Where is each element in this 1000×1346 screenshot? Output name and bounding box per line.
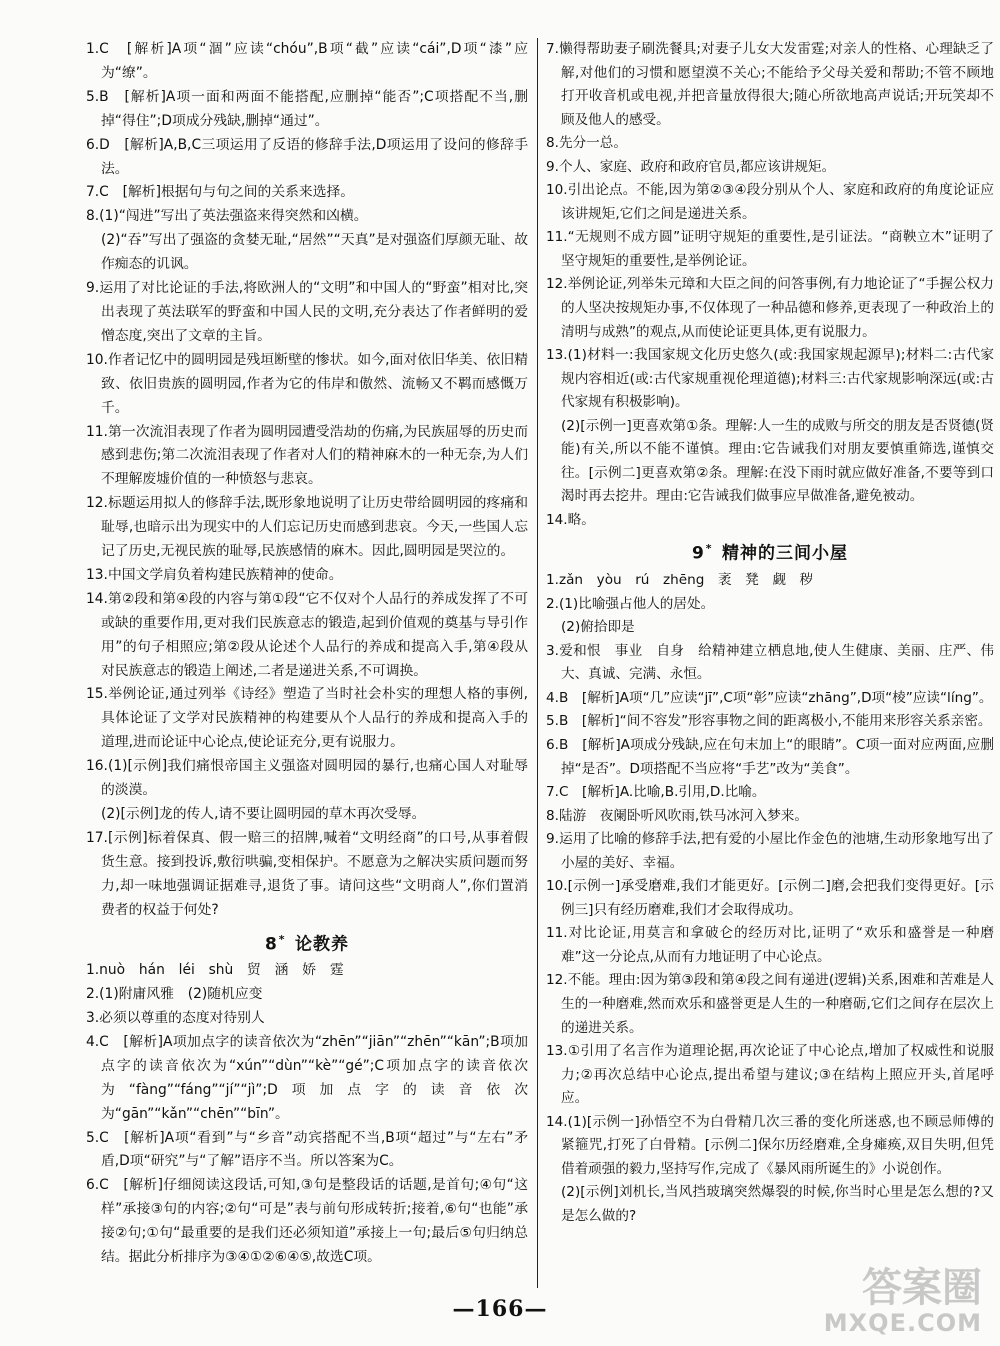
answer-item: 8.陆游 夜阑卧听风吹雨,铁马冰河入梦来。: [546, 807, 808, 824]
answer-item: 6.D [解析]A,B,C三项运用了反语的修辞手法,D项运用了设问的修辞手法。: [86, 136, 528, 177]
answer-item: 1.nuò hán léi shù 贸 涵 娇 霆: [86, 962, 344, 979]
answer-item: 8.先分一总。: [546, 135, 627, 152]
answer-subitem: (2)“吞”写出了强盗的贪婪无耻,“居然”“天真”是对强盗们厚颜无耻、故作痴态的讥讽。: [101, 232, 528, 273]
answer-item: 15.举例论证,通过列举《诗经》塑造了当时社会朴实的理想人格的事例,具体论证了文学对民族精神的构建要从个人品行的养成和提高入手的道理,进而论证中心论点,使论证充分,更有说服力。: [86, 686, 528, 751]
answer-item: 14.第②段和第④段的内容与第①段“它不仅对个人品行的养成发挥了不可或缺的重要作用,更对我们民族意志的锻造,起到价值观的奠基与导引作用”的句子相照应;第②段从论述个人品行的养成和提高入手,第④段从对民族意志的锻造上阐述,二者是递进关系,不可调换。: [86, 590, 528, 679]
answer-item: 6.B [解析]A项成分残缺,应在句末加上“的眼睛”。C项一面对应两面,应删掉“是否”。D项搭配不当应将“手艺”改为“美食”。: [546, 736, 994, 777]
answer-item: 12.标题运用拟人的修辞手法,既形象地说明了让历史带给圆明园的疼痛和耻辱,也暗示出为现实中的人们忘记历史而感到悲哀。今天,一些国人忘记了历史,无视民族的耻辱,民族感情的麻木。因此,圆明园是哭泣的。: [86, 495, 528, 560]
answer-item: 9.运用了对比论证的手法,将欧洲人的“文明”和中国人的“野蛮”相对比,突出表现了英法联军的野蛮和中国人民的文明,充分表达了作者鲜明的爱憎态度,突出了文章的主旨。: [86, 280, 528, 344]
section-title-text: 论教养: [295, 934, 350, 955]
answer-item: 6.C [解析]仔细阅读这段话,可知,③句是整段话的话题,是首句;④句“这样”承接③句的内容;②句“可是”表与前句形成转折;接着,⑥句“也能”承接②句;①句“最重要的是我们还必须知道”承接上一句;最后⑤句归纳总结。据此分析排序为③④①②⑥④⑤,故选C项。: [86, 1177, 528, 1266]
answer-item: 12.举例论证,列举朱元璋和大臣之间的问答事例,有力地论证了“手握公权力的人坚决按规矩办事,不仅体现了一种品德和修养,更表现了一种政治上的清明与成熟”的观点,从而使论证更具体,更有说服力。: [546, 276, 994, 340]
answer-item: 1.C [解析]A项“涸”应读“chóu”,B项“截”应读“cái”,D项“漆”应为“缭”。: [86, 41, 528, 81]
answer-item: 9.个人、家庭、政府和政府官员,都应该讲规矩。: [546, 158, 836, 175]
right-column: [546, 38, 994, 1284]
answer-item: 12.不能。理由:因为第③段和第④段之间有递进(逻辑)关系,困难和苦难是人生的一种磨难,然而欢乐和盛誉更是人生的一种磨砺,它们之间存在层次上的递进关系。: [546, 972, 994, 1036]
answer-item: 8.(1)“闯进”写出了英法强盗来得突然和凶横。: [86, 208, 368, 225]
answer-item: 14.略。: [546, 511, 595, 528]
watermark-text: 答案圈: [862, 1265, 982, 1311]
answer-subitem: (2)俯拾即是: [561, 619, 635, 636]
answer-item: 17.[示例]标着保真、假一赔三的招牌,喊着“文明经商”的口号,从事着假货生意。接到投诉,敷衍哄骗,变相保护。不愿意为之解决实质问题而努力,却一味地强调证据难寻,退货了事。请问这些“文明商人”,你们置消费者的权益于何处?: [86, 829, 528, 918]
answer-item: 13.(1)材料一:我国家规文化历史悠久(或:我国家规起源早);材料二:古代家规内容相近(或:古代家规重视伦理道德);材料三:古代家规影响深远(或:古代家规有积极影响)。: [546, 347, 994, 411]
answer-subitem: (2)[示例]刘机长,当风挡玻璃突然爆裂的时候,你当时心里是怎么想的?又是怎么做的?: [561, 1184, 994, 1224]
section-number: 8: [264, 934, 278, 955]
section-mark: *: [705, 542, 713, 556]
answer-item: 9.运用了比喻的修辞手法,把有爱的小屋比作金色的池塘,生动形象地写出了小屋的美好、幸福。: [546, 831, 994, 871]
answer-item: 16.(1)[示例]我们痛恨帝国主义强盗对圆明园的暴行,也痛心国人对耻辱的淡漠。: [86, 758, 528, 799]
answer-item: 7.懒得帮助妻子刷洗餐具;对妻子儿女大发雷霆;对亲人的性格、心理缺乏了解,对他们的习惯和愿望漠不关心;不能给予父母关爱和帮助;不管不顾地打开收音机或电视,并把音量放得很大;随心所欲地高声说话;开玩笑却不顾及他人的感受。: [546, 41, 994, 128]
answer-item: 11.第一次流泪表现了作者为圆明园遭受浩劫的伤痛,为民族屈辱的历史而感到悲伤;第二次流泪表现了作者对人们的精神麻木的一种无奈,为人们不理解废墟价值的一种愤怒与悲哀。: [86, 423, 528, 488]
answer-subitem: (2)[示例一]更喜欢第①条。理解:人一生的成败与所交的朋友是否贤德(贤能)有关,所以不能不谨慎。理由:它告诫我们对朋友要慎重筛选,谨慎交往。[示例二]更喜欢第②条。理解:在没下雨时就应做好准备,不要等到口渴时再去挖井。理由:它告诫我们做事应早做准备,避免被动。: [561, 417, 994, 505]
left-column: [86, 38, 528, 1284]
answer-item: 4.C [解析]A项加点字的读音依次为“zhēn”“jiān”“zhēn”“kān”;B项加点字的读音依次为“xún”“dùn”“kè”“gé”;C项加点字的读音依次为“fàng”“fáng”“jí”“jì”;D项加点字的读音依次为“gān”“kǎn”“chēn”“bīn”。: [86, 1033, 528, 1122]
answer-item: 7.C [解析]根据句与句之间的关系来选择。: [86, 184, 355, 201]
answer-subitem: (2)[示例]龙的传人,请不要让圆明园的草木再次受辱。: [101, 806, 426, 822]
answer-item: 10.作者记忆中的圆明园是残垣断壁的惨状。如今,面对依旧华美、依旧精致、依旧贵族的圆明园,作者为它的伟岸和傲然、流畅又不羁而感慨万千。: [86, 351, 528, 416]
answer-item: 3.爱和恨 事业 自身 给精神建立栖息地,使人生健康、美丽、庄严、伟大、真诚、完满、永恒。: [546, 642, 994, 683]
section-title-text: 精神的三间小屋: [722, 544, 849, 565]
answer-item: 5.B [解析]“间不容发”形容事物之间的距离极小,不能用来形容关系亲密。: [546, 713, 992, 730]
answer-item: 10.引出论点。不能,因为第②③④段分别从个人、家庭和政府的角度论证应该讲规矩,它们之间是递进关系。: [546, 182, 994, 222]
answer-item: 5.C [解析]A项“看到”与“乡音”动宾搭配不当,B项“超过”与“左右”矛盾,D项“研究”与“了解”语序不当。所以答案为C。: [86, 1129, 528, 1170]
answer-item: 5.B [解析]A项一面和两面不能搭配,应删掉“能否”;C项搭配不当,删掉“得住”;D项成分残缺,删掉“通过”。: [86, 88, 528, 129]
answer-item: 1.zǎn yòu rú zhēng 袤 凳 觑 秽: [546, 572, 814, 589]
section-number: 9: [691, 544, 705, 565]
answer-item: 14.(1)[示例一]孙悟空不为白骨精几次三番的变化所迷惑,也不顾忌师傅的紧箍咒,打死了白骨精。[示例二]保尔历经磨难,全身瘫痪,双目失明,但凭借着顽强的毅力,坚持写作,完成了《暴风雨所诞生的》小说创作。: [546, 1113, 994, 1177]
answer-item: 11.对比论证,用莫言和拿破仑的经历对比,证明了“欢乐和盛誉是一种磨难”这一分论点,从而有力地证明了中心论点。: [546, 925, 994, 965]
answer-item: 13.①引用了名言作为道理论据,再次论证了中心论点,增加了权威性和说服力;②再次总结中心论点,提出希望与建议;③在结构上照应开头,首尾呼应。: [546, 1043, 994, 1107]
section-title: [86, 925, 528, 960]
page-number: —166—: [452, 1296, 548, 1322]
column-divider: [537, 38, 538, 1288]
section-title: [546, 534, 994, 569]
watermark-logo: [824, 1266, 982, 1336]
answer-item: 2.(1)附庸风雅 (2)随机应变: [86, 986, 263, 1003]
answer-item: 10.[示例一]承受磨难,我们才能更好。[示例二]磨,会把我们变得更好。[示例三]只有经历磨难,我们才会取得成功。: [546, 878, 994, 918]
answer-item: 7.C [解析]A.比喻,B.引用,D.比喻。: [546, 784, 766, 801]
answer-item: 2.(1)比喻强占他人的居处。: [546, 595, 715, 612]
answer-item: 13.中国文学肩负着构建民族精神的使命。: [86, 566, 343, 583]
answer-item: 3.必须以尊重的态度对待别人: [86, 1010, 265, 1026]
answer-item: 11.“无规则不成方圆”证明守规矩的重要性,是引证法。“商鞅立木”证明了坚守规矩的重要性,是举例论证。: [546, 229, 994, 269]
section-mark: *: [278, 932, 286, 946]
answer-item: 4.B [解析]A项“几”应读“jī”,C项“彰”应读“zhāng”,D项“棱”应读“líng”。: [546, 689, 993, 706]
watermark-url: MXQE.COM: [823, 1309, 982, 1337]
